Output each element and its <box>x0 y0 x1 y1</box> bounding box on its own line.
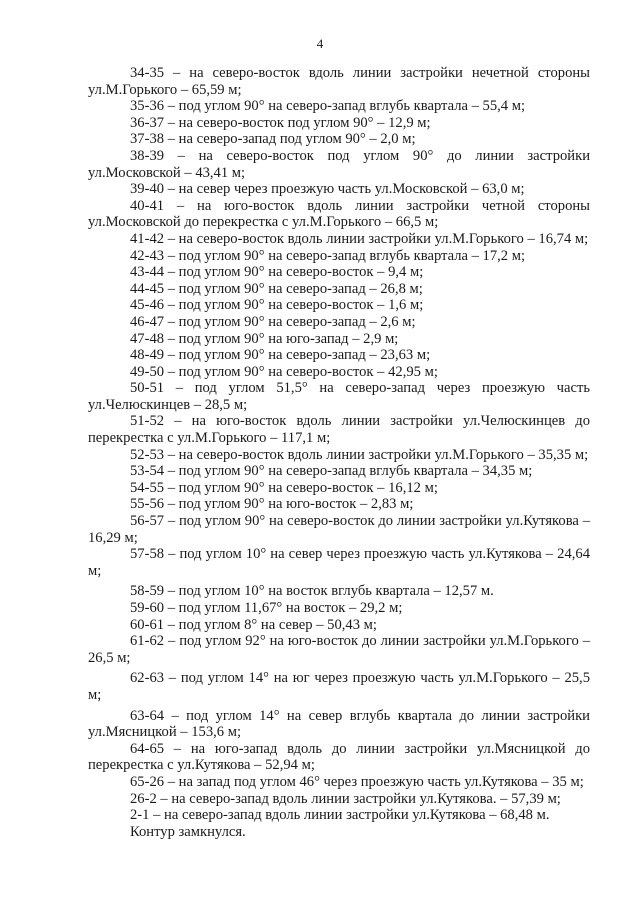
paragraph-48-49: 48-49 – под углом 90° на северо-запад – 23,63 м; <box>130 347 431 364</box>
paragraph-2-1: 2-1 – на северо-запад вдоль линии застройки ул.Кутякова – 68,48 м. <box>130 807 550 824</box>
paragraph-44-45: 44-45 – под углом 90° на северо-запад – 26,8 м; <box>130 280 423 297</box>
paragraph-63-64: 63-64 – под углом 14° на север вглубь квартала до линии застройки ул.Мясницкой – 153,6 м; <box>88 707 590 741</box>
paragraph-35-36: 35-36 – под углом 90° на северо-запад вглубь квартала – 55,4 м; <box>130 98 526 115</box>
paragraph-65-26: 65-26 – на запад под углом 46° через проезжую часть ул.Кутякова – 35 м; <box>130 773 584 790</box>
paragraph-51-52: 51-52 – на юго-восток вдоль линии застройки ул.Челюскинцев до перекрестка с ул.М.Горького – 117,1 м; <box>88 413 590 447</box>
paragraph-50-51: 50-51 – под углом 51,5° на северо-запад через проезжую часть ул.Челюскинцев – 28,5 м; <box>88 380 590 413</box>
paragraph-37-38: 37-38 – на северо-запад под углом 90° – 2,0 м; <box>130 131 416 148</box>
paragraph-34-35: 34-35 – на северо-восток вдоль линии застройки нечетной стороны ул.М.Горького – 65,59 м; <box>88 65 590 98</box>
paragraph-26-2: 26-2 – на северо-запад вдоль линии застройки ул.Кутякова. – 57,39 м; <box>130 790 561 807</box>
paragraph-54-55: 54-55 – под углом 90° на северо-восток – 16,12 м; <box>130 479 438 496</box>
paragraph-62-63: 62-63 – под углом 14° на юг через проезжую часть ул.М.Горького – 25,5 м; <box>88 670 590 703</box>
page-number: 4 <box>316 36 324 51</box>
paragraph-36-37: 36-37 – на северо-восток под углом 90° – 12,9 м; <box>130 114 431 131</box>
paragraph-49-50: 49-50 – под углом 90° на северо-восток – 42,95 м; <box>130 363 438 380</box>
paragraph-45-46: 45-46 – под углом 90° на северо-восток – 1,6 м; <box>130 297 424 314</box>
paragraph-47-48: 47-48 – под углом 90° на юго-запад – 2,9 м; <box>130 330 399 347</box>
paragraph-52-53: 52-53 – на северо-восток вдоль линии застройки ул.М.Горького – 35,35 м; <box>130 446 589 463</box>
paragraph-61-62: 61-62 – под углом 92° на юго-восток до линии застройки ул.М.Горького – 26,5 м; <box>88 633 590 666</box>
paragraph-56-57: 56-57 – под углом 90° на северо-восток до линии застройки ул.Кутякова – 16,29 м; <box>88 513 590 546</box>
paragraph-55-56: 55-56 – под углом 90° на юго-восток – 2,83 м; <box>130 496 414 513</box>
paragraph-64-65: 64-65 – на юго-запад вдоль до линии застройки ул.Мясницкой до перекрестка с ул.Кутякова – 52,94 м; <box>88 740 590 774</box>
document-body <box>88 65 590 840</box>
paragraph-53-54: 53-54 – под углом 90° на северо-запад вглубь квартала – 34,35 м; <box>130 463 533 480</box>
paragraph-57-58: 57-58 – под углом 10° на север через проезжую часть ул.Кутякова – 24,64 м; <box>88 546 590 579</box>
paragraph-39-40: 39-40 – на север через проезжую часть ул.Московской – 63,0 м; <box>130 181 525 198</box>
paragraph-40-41: 40-41 – на юго-восток вдоль линии застройки четной стороны ул.Московской до перекрестка с ул.М.Горького – 66,5 м; <box>88 197 590 231</box>
paragraph-41-42: 41-42 – на северо-восток вдоль линии застройки ул.М.Горького – 16,74 м; <box>130 230 589 247</box>
paragraph-60-61: 60-61 – под углом 8° на север – 50,43 м; <box>130 616 377 633</box>
paragraph-43-44: 43-44 – под углом 90° на северо-восток – 9,4 м; <box>130 264 424 281</box>
paragraph-46-47: 46-47 – под углом 90° на северо-запад – 2,6 м; <box>130 313 416 330</box>
closing-statement: Контур замкнулся. <box>130 823 246 840</box>
paragraph-42-43: 42-43 – под углом 90° на северо-запад вглубь квартала – 17,2 м; <box>130 247 526 264</box>
paragraph-59-60: 59-60 – под углом 11,67° на восток – 29,2 м; <box>130 600 403 616</box>
paragraph-38-39: 38-39 – на северо-восток под углом 90° до линии застройки ул.Московской – 43,41 м; <box>88 147 590 181</box>
paragraph-58-59: 58-59 – под углом 10° на восток вглубь квартала – 12,57 м. <box>130 583 494 600</box>
